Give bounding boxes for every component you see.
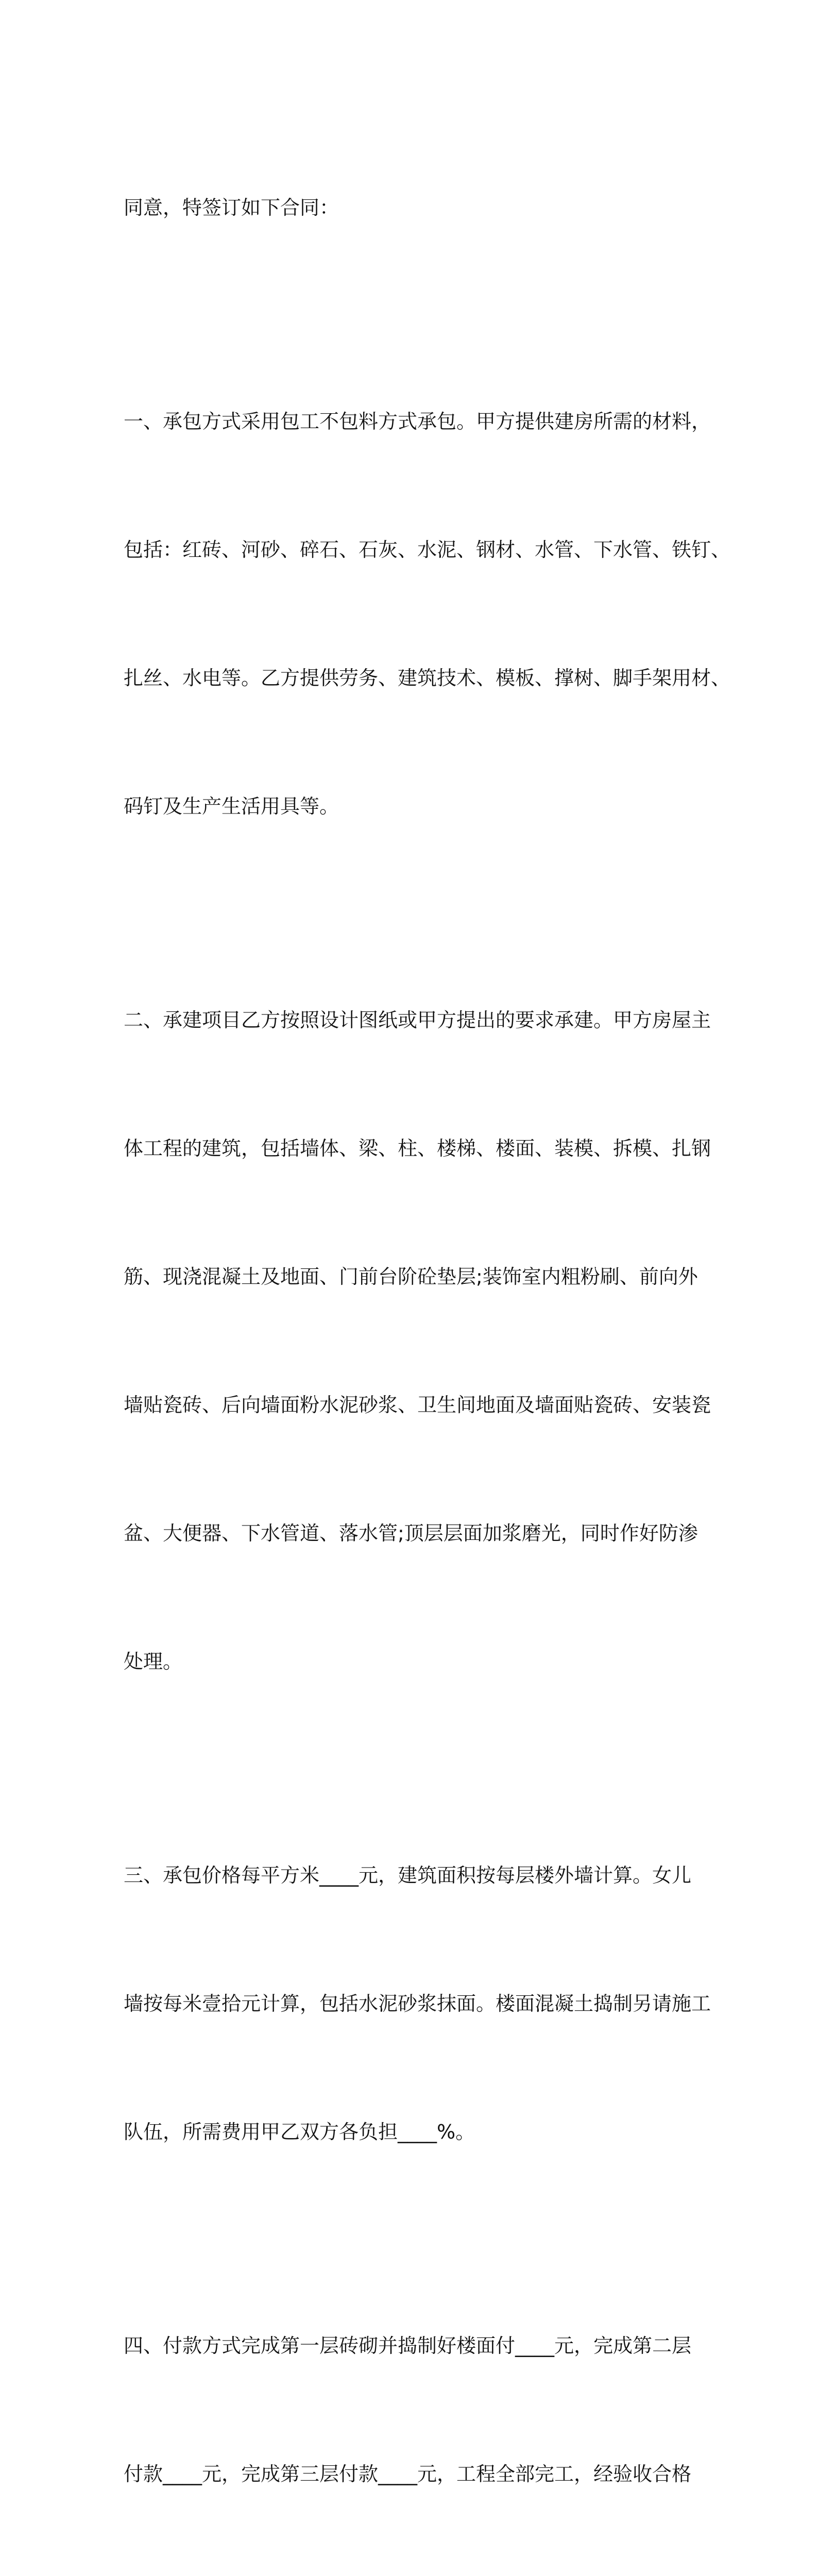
text-line: 二、承建项目乙方按照设计图纸或甲方提出的要求承建。甲方房屋主 [124, 1009, 711, 1031]
text-line: 三、承包价格每平方米____元，建筑面积按每层楼外墙计算。女儿 [124, 1864, 692, 1887]
paragraph-clause-3 [124, 1769, 711, 2239]
text-line: 体工程的建筑，包括墙体、梁、柱、楼梯、楼面、装模、拆模、扎钢 [124, 1137, 711, 1160]
document-body [124, 101, 731, 2576]
paragraph-clause-1 [124, 315, 731, 913]
text-line: 码钉及生产生活用具等。 [124, 795, 339, 818]
paragraph-intro [124, 101, 706, 315]
text-line: 扎丝、水电等。乙方提供劳务、建筑技术、模板、撑树、脚手架用材、 [124, 667, 731, 689]
text-line: 付款____元，完成第三层付款____元，工程全部完工，经验收合格 [124, 2463, 692, 2485]
text-line: 墙按每米壹拾元计算，包括水泥砂浆抹面。楼面混凝土捣制另请施工 [124, 1992, 711, 2015]
text-line: 队伍，所需费用甲乙双方各负担____%。 [124, 2121, 475, 2143]
paragraph-clause-4 [124, 2239, 706, 2576]
text-line: 处理。 [124, 1650, 183, 1673]
text-line: 同意，特签订如下合同： [124, 196, 339, 219]
paragraph-clause-2 [124, 913, 711, 1769]
text-line: 墙贴瓷砖、后向墙面粉水泥砂浆、卫生间地面及墙面贴瓷砖、安装瓷 [124, 1394, 711, 1416]
text-line: 筋、现浇混凝土及地面、门前台阶砼垫层;装饰室内粗粉刷、前向外 [124, 1265, 698, 1288]
text-line: 盆、大便器、下水管道、落水管;顶层层面加浆磨光，同时作好防渗 [124, 1522, 698, 1545]
text-line: 四、付款方式完成第一层砖砌并捣制好楼面付____元，完成第二层 [124, 2334, 692, 2357]
text-line: 包括：红砖、河砂、碎石、石灰、水泥、钢材、水管、下水管、铁钉、 [124, 538, 731, 561]
text-line: 一、承包方式采用包工不包料方式承包。甲方提供建房所需的材料， [124, 410, 711, 433]
